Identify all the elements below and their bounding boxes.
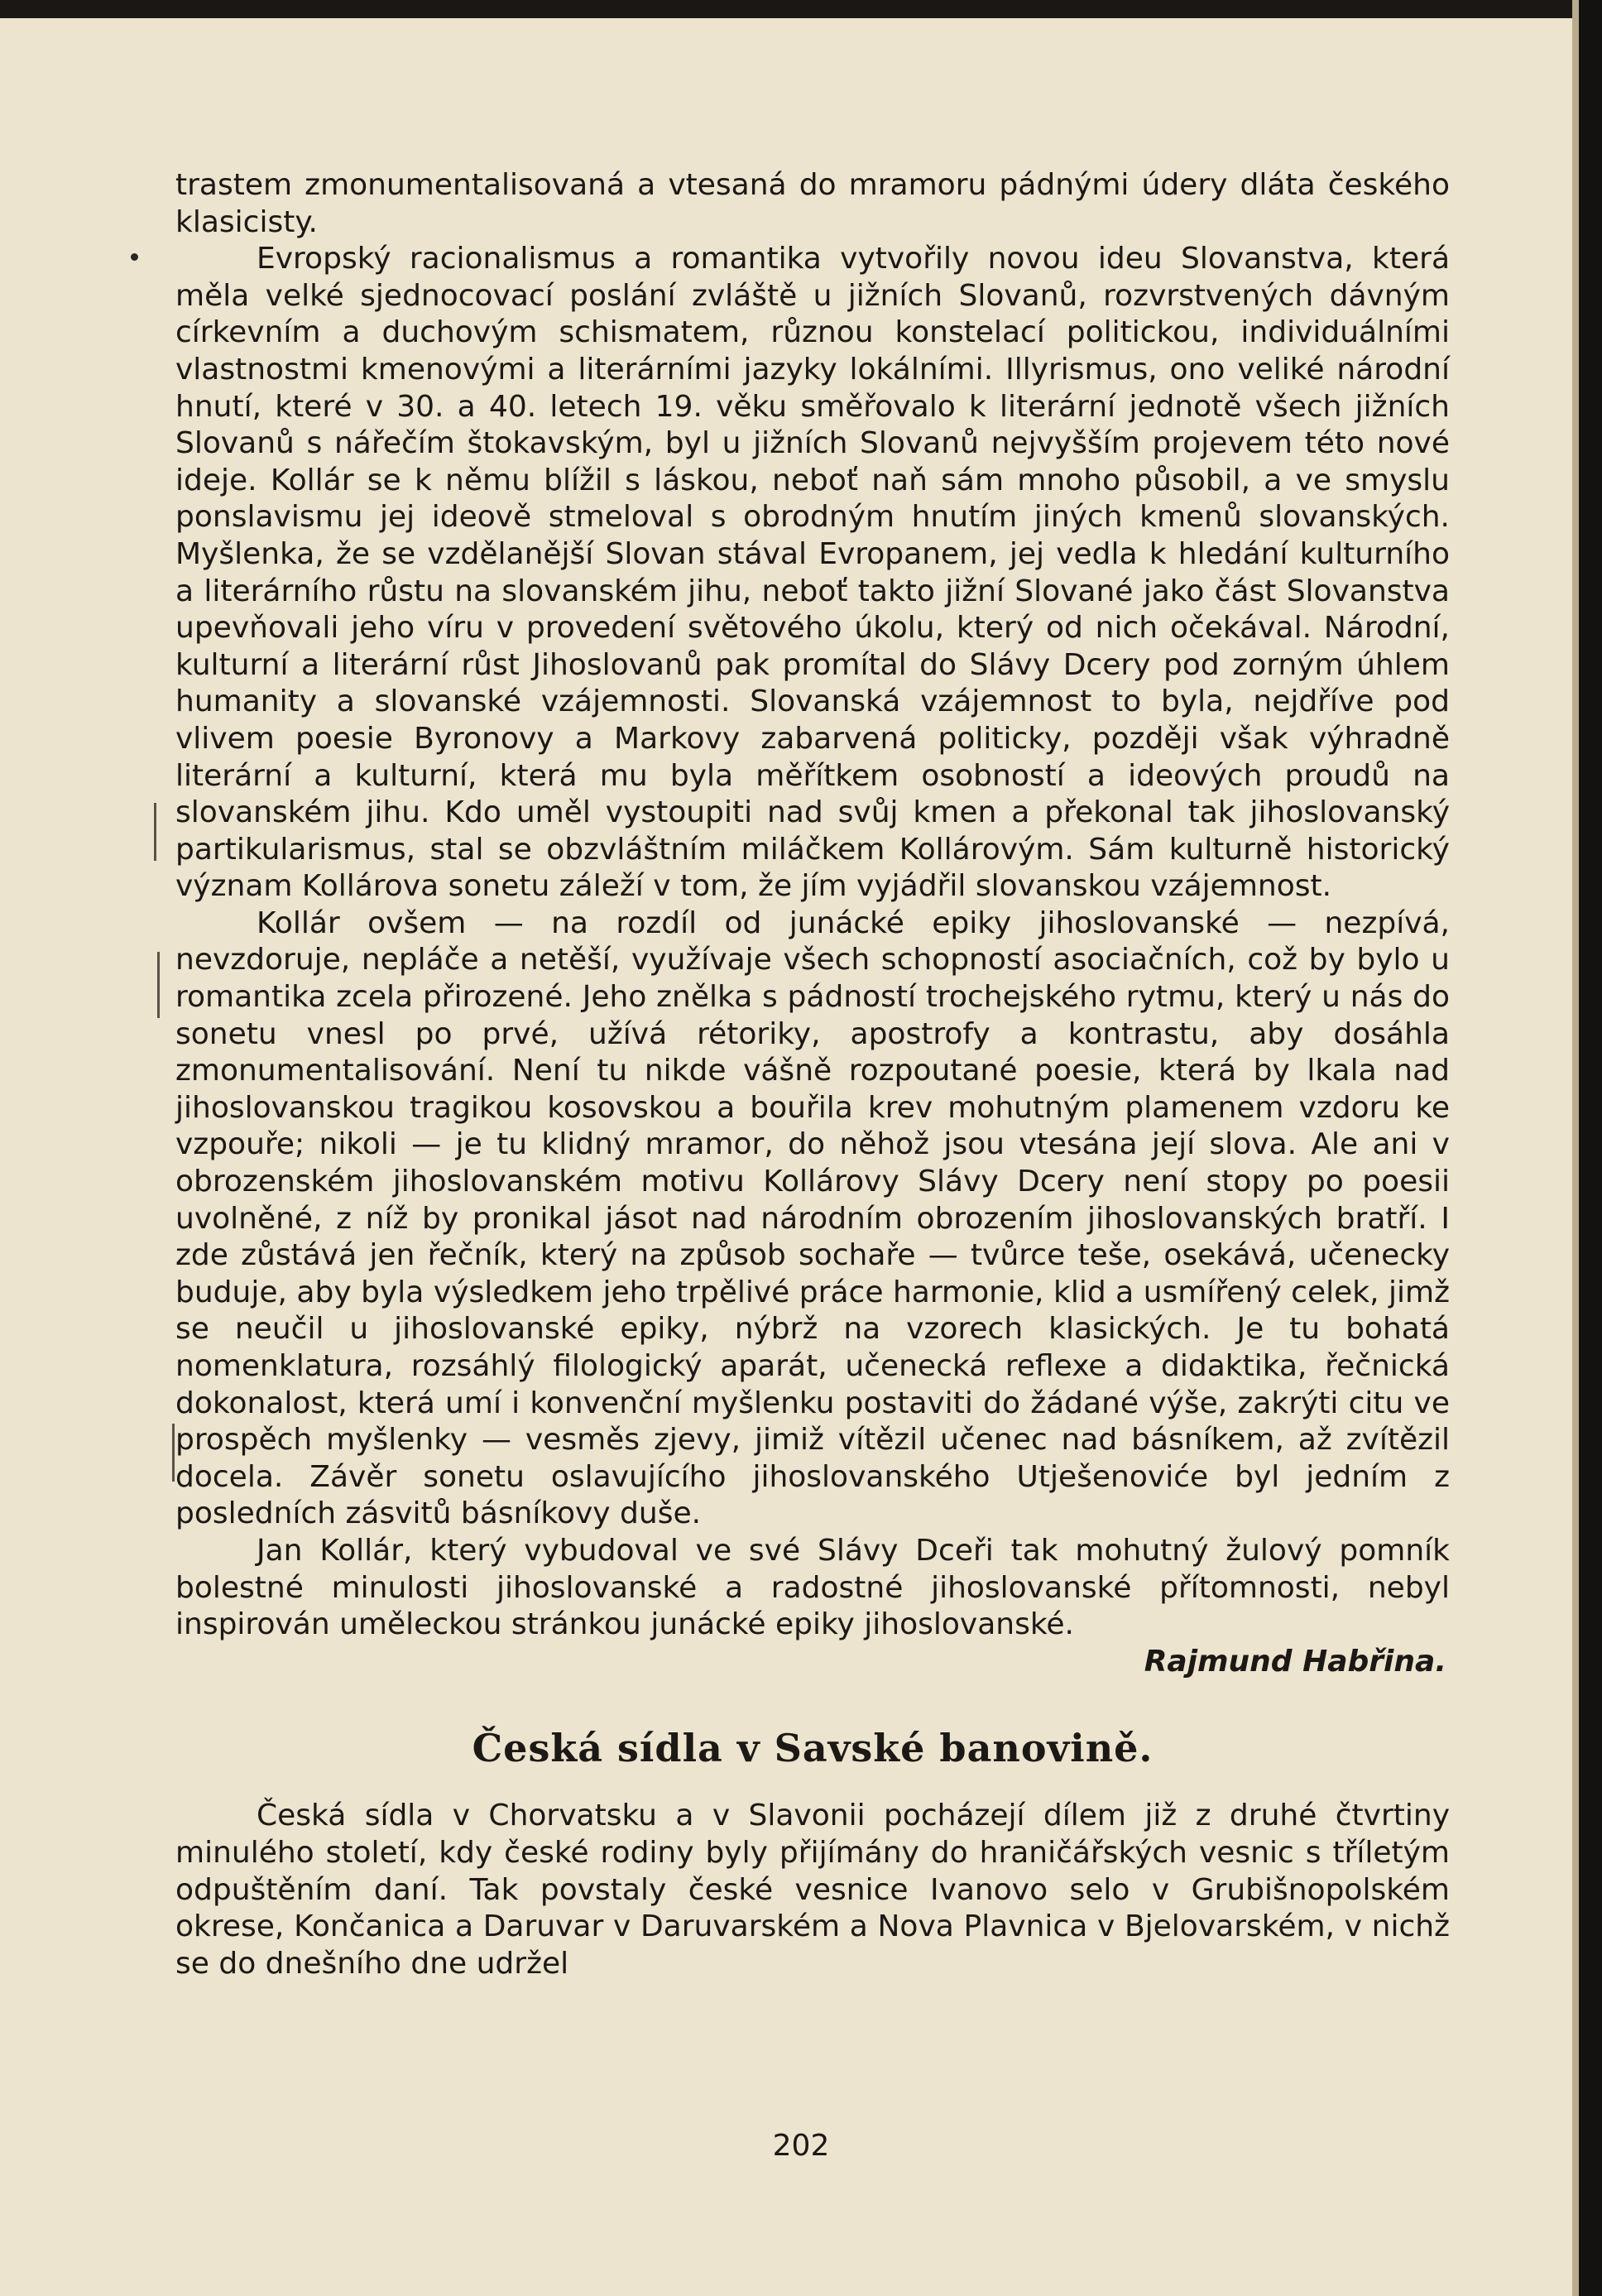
section-heading: Česká sídla v Savské banovině. [472, 1725, 1154, 1770]
margin-mark [154, 803, 156, 861]
paragraph: Evropský racionalismus a romantika vytvořily novou ideu Slovanstva, která měla velké sjednocovací poslání zvláště u jižních Slovanů, rozvrstvených dávným církevním a duchovým schismatem, různou konstelací politickou, individuálními vlastnostmi kmenovými a literárními jazyky lokálními. Illyrismus, ono veliké národní hnutí, které v 30. a 40. letech 19. věku směřovalo k literární jednotě všech jižních Slovanů s nářečím štokavským, byl u jižních Slovanů nejvyšším projevem této nové ideje. Kollár se k němu blížil s láskou, neboť naň sám mnoho působil, a ve smyslu ponslavismu jej ideově stmeloval s obrodným hnutím jiných kmenů slovanských. Myšlenka, že se vzdělanější Slovan stával Evropanem, jej vedla k hledání kulturního a literárního růstu na slovanském jihu, neboť takto jižní Slované jako část Slovanstva upevňovali jeho víru v provedení světového úkolu, který od nich očekával. Národní, kulturní a literární růst Jihoslovanů pak promítal do Slávy Dcery pod zorným úhlem humanity a slovanské vzájemnosti. Slovanská vzájemnost to byla, nejdříve pod vlivem poesie Byronovy a Markovy zabarvená politicky, později však výhradně literární a kulturní, která mu byla měřítkem osobností a ideových proudů na slovanském jihu. Kdo uměl vystoupiti nad svůj kmen a překonal tak jihoslovanský partikularismus, stal se obzvláštním miláčkem Kollárovým. Sám kulturně historický význam Kollárova sonetu záleží v tom, že jím vyjádřil slovanskou vzájemnost. [175, 242, 1450, 904]
scan-right-edge [1579, 0, 1602, 2296]
margin-mark [157, 952, 160, 1018]
author-signature: Rajmund Habřina. [1144, 1644, 1446, 1679]
margin-mark [172, 1424, 175, 1482]
section-paragraph: Česká sídla v Chorvatsku a v Slavonii pocházejí dílem již z druhé čtvrtiny minulého století, kdy české rodiny byly přijímány do hraničářských vesnic s tříletým odpuštěním daní. Tak povstaly české vesnice Ivanovo selo v Grubišnopolském okrese, Končanica a Daruvar v Daruvarském a Nova Plavnica v Bjelovarském, v nichž se do dnešního dne udržel [175, 1799, 1450, 1981]
paragraph: Kollár ovšem — na rozdíl od junácké epiky jihoslovanské — nezpívá, nevzdoruje, nepláče a netěší, využívaje všech schopností asociačních, což by bylo u romantika zcela přirozené. Jeho znělka s pádností trochejského rytmu, který u nás do sonetu vnesl po prvé, užívá rétoriky, apostrofy a kontrastu, aby dosáhla zmonumentalisování. Není tu nikde vášně rozpoutané poesie, která by lkala nad jihoslovanskou tragikou kosovskou a bouřila krev mohutným plamenem vzdoru ke vzpouře; nikoli — je tu klidný mramor, do něhož jsou vtesána její slova. Ale ani v obrozenském jihoslovanském motivu Kollárovy Slávy Dcery není stopy po poesii uvolněné, z níž by pronikal jásot nad národním obrozením jihoslovanských bratří. I zde zůstává jen řečník, který na způsob sochaře — tvůrce teše, osekává, učenecky buduje, aby byla výsledkem jeho trpělivé práce harmonie, klid a usmířený celek, jimž se neučil u jihoslovanské epiky, nýbrž na vzorech klasických. Je tu bohatá nomenklatura, rozsáhlý filologický aparát, učenecká reflexe a didaktika, řečnická dokonalost, která umí i konvenční myšlenku postaviti do žádané výše, zakrýti citu ve prospěch myšlenky — vesměs zjevy, jimiž vítězil učenec nad básníkem, až zvítězil docela. Závěr sonetu oslavujícího jihoslovanského Utješenoviće byl jedním z posledních zásvitů básníkovy duše. [175, 905, 1450, 1531]
page-number: 202 [772, 2129, 830, 2163]
scan-top-edge [0, 0, 1602, 18]
paragraph-continuation: trastem zmonumentalisovaná a vtesaná do mramoru pádnými údery dláta českého klasicisty. [175, 168, 1450, 239]
margin-dot [131, 253, 138, 261]
paragraph: Jan Kollár, který vybudoval ve své Slávy Dceři tak mohutný žulový pomník bolestné minulosti jihoslovanské a radostné jihoslovanské přítomnosti, nebyl inspirován uměleckou stránkou junácké epiky jihoslovanské. [175, 1533, 1450, 1642]
page-binding-edge [1572, 0, 1579, 2296]
page-body [175, 167, 1450, 1982]
